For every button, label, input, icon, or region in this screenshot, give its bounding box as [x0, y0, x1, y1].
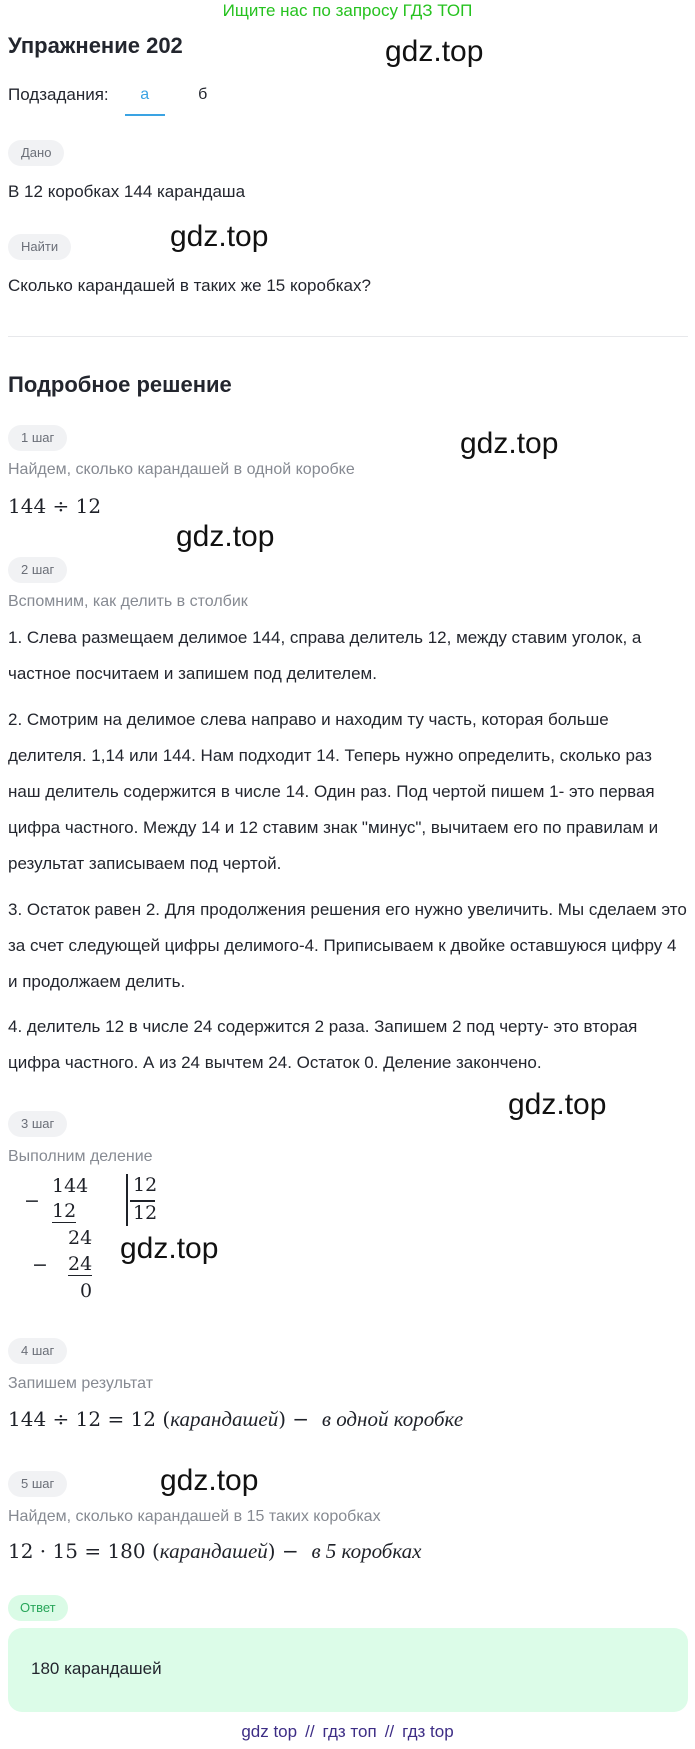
step-4-label: 4 шаг — [8, 1338, 67, 1364]
step-3-label: 3 шаг — [8, 1111, 67, 1137]
footer-separator: // — [384, 1722, 395, 1741]
find-label: Найти — [8, 234, 71, 260]
find-text: Сколько карандашей в таких же 15 коробках? — [8, 276, 371, 295]
page-title: Упражнение 202 — [8, 33, 183, 58]
step-4-math: 144 ÷ 12 = 12 (карандашей) − в одной коробке — [8, 1407, 464, 1431]
answer-label: Ответ — [8, 1595, 68, 1621]
divisor: 12 — [133, 1174, 158, 1196]
subtasks-label: Подзадания: — [8, 85, 109, 104]
watermark: gdz.top — [120, 1232, 219, 1265]
step-2-paragraph-1: 1. Слева размещаем делимое 144, справа делитель 12, между ставим уголок, а частное посчитаем и запишем под делителем. — [8, 628, 642, 683]
step-2-paragraph-3: 3. Остаток равен 2. Для продолжения решения его нужно увеличить. Мы сделаем это за счет следующей цифры делимого-4. Приписываем к двойке оставшуюся цифру 4 и продолжаем делить. — [8, 900, 687, 991]
step-5-hint: Найдем, сколько карандашей в 15 таких коробках — [8, 1508, 381, 1525]
promo-banner: Ищите нас по запросу ГДЗ ТОП — [222, 1, 473, 20]
footer-link-2[interactable]: гдз топ — [322, 1722, 377, 1741]
final-remainder: 0 — [80, 1280, 93, 1302]
step-2-paragraph-2: 2. Смотрим на делимое слева направо и находим ту часть, которая больше делителя. 1,14 или 144. Нам подходит 14. Теперь нужно определить, сколько раз наш делитель содержится в числе 14. Один раз. Под чертой пишем 1- это первая цифра частного. Между 14 и 12 ставим знак "минус", вычитаем его по правилам и результат записываем под чертой. — [8, 710, 659, 873]
footer-separator: // — [305, 1722, 315, 1741]
dividend: 144 — [52, 1175, 89, 1197]
tab-b[interactable]: б — [198, 86, 208, 103]
watermark: gdz.top — [170, 220, 269, 253]
section-divider — [8, 336, 688, 337]
solution-title: Подробное решение — [8, 372, 232, 397]
footer-link-3[interactable]: гдз top — [402, 1722, 454, 1741]
watermark: gdz.top — [460, 427, 559, 460]
answer-box — [8, 1628, 688, 1712]
step-1-hint: Найдем, сколько карандашей в одной коробке — [8, 461, 355, 478]
subtasks-bar — [8, 84, 223, 116]
watermark: gdz.top — [160, 1464, 259, 1497]
watermark: gdz.top — [508, 1088, 607, 1121]
given-text: В 12 коробках 144 карандаша — [8, 182, 246, 201]
step-1-label: 1 шаг — [8, 425, 67, 451]
step-2-hint: Вспомним, как делить в столбик — [8, 593, 248, 610]
watermark: gdz.top — [385, 35, 484, 68]
step-4-hint: Запишем результат — [8, 1375, 154, 1392]
footer-link-1[interactable]: gdz top — [241, 1722, 298, 1741]
step-3-hint: Выполним деление — [8, 1148, 153, 1165]
given-label: Дано — [8, 140, 64, 166]
step-2-paragraph-4: 4. делитель 12 в числе 24 содержится 2 раза. Запишем 2 под черту- это вторая цифра частного. А из 24 вычтем 24. Остаток 0. Деление закончено. — [8, 1017, 638, 1072]
answer-text: 180 карандашей — [31, 1659, 162, 1678]
minus-sign: − — [24, 1190, 40, 1212]
second-subtrahend: 24 — [68, 1253, 93, 1275]
watermark: gdz.top — [176, 520, 275, 553]
step-2-label: 2 шаг — [8, 557, 67, 583]
first-remainder: 24 — [68, 1227, 93, 1249]
quotient: 12 — [133, 1202, 158, 1224]
footer-links — [0, 1722, 695, 1742]
division-corner-vertical — [126, 1174, 128, 1226]
step-1-math: 144 ÷ 12 — [8, 494, 102, 518]
tab-a[interactable]: а — [125, 84, 165, 116]
step-5-label: 5 шаг — [8, 1471, 67, 1497]
first-subtrahend: 12 — [52, 1200, 77, 1222]
minus-sign: − — [32, 1254, 48, 1276]
step-5-math: 12 · 15 = 180 (карандашей) − в 5 коробках — [8, 1539, 422, 1563]
